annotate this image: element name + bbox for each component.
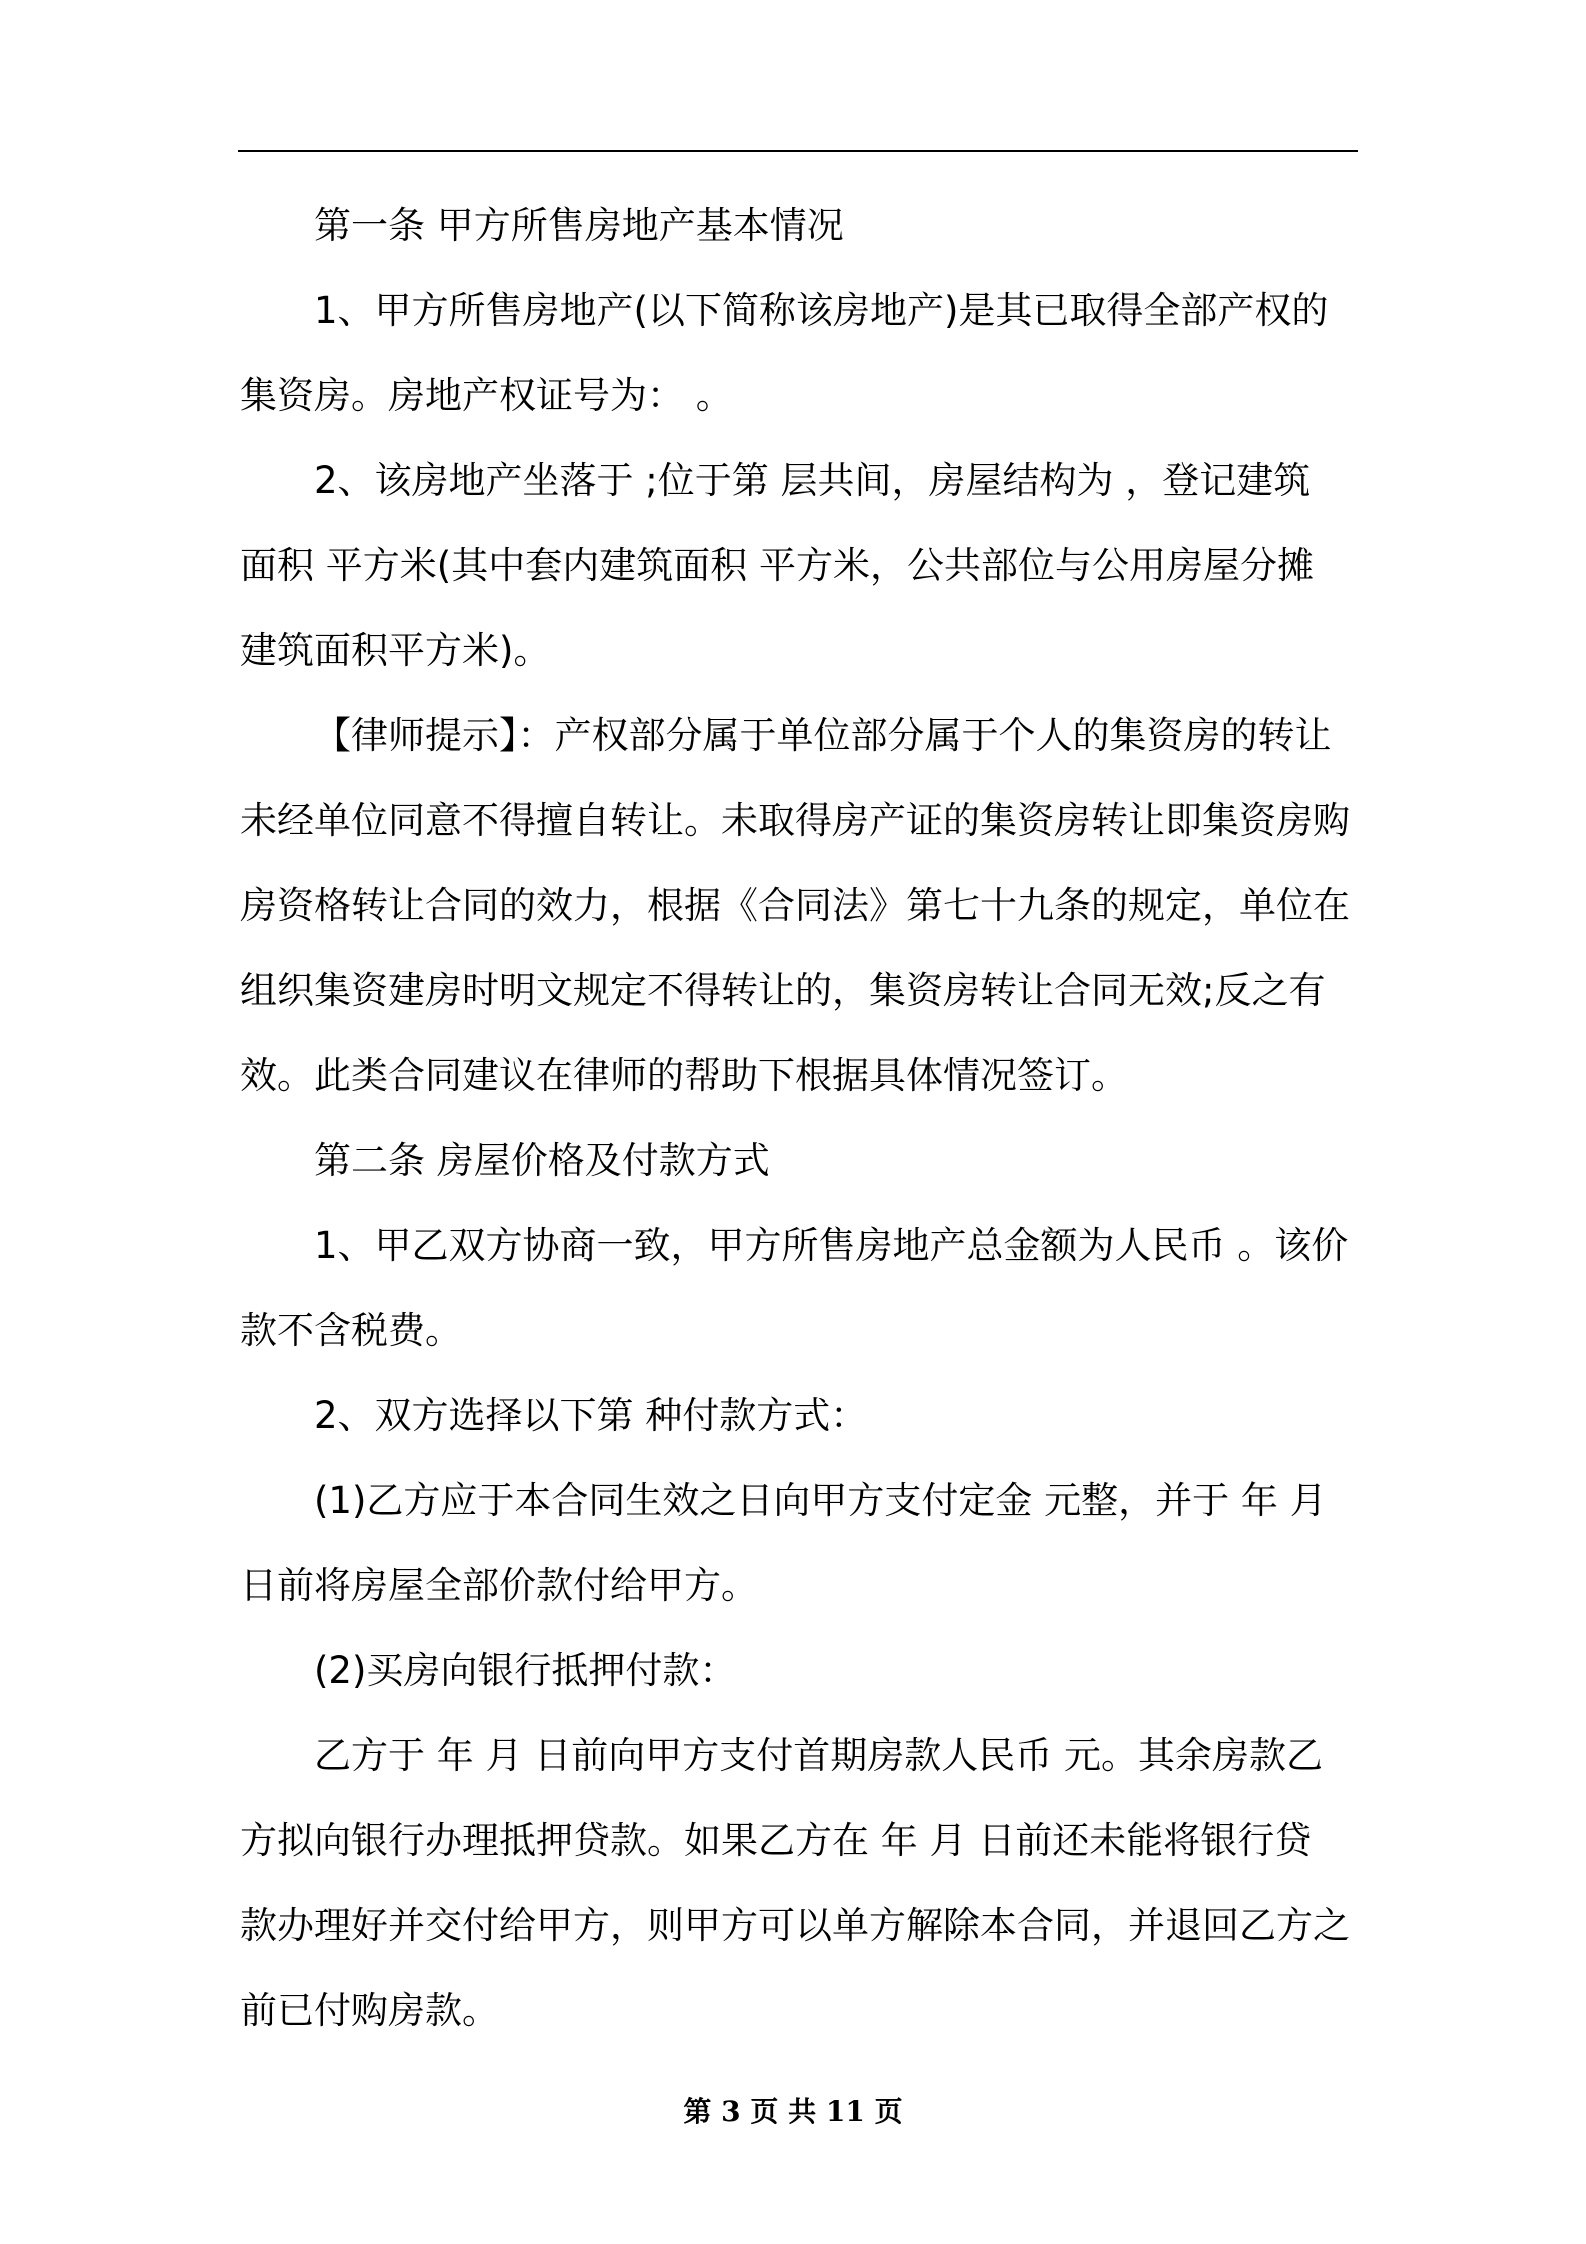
text-line: 第二条 房屋价格及付款方式 [314,1139,770,1182]
text-line: 2、该房地产坐落于 ;位于第 层共间，房屋结构为 ，登记建筑 [314,459,1311,502]
text-line: 面积 平方米(其中套内建筑面积 平方米，公共部位与公用房屋分摊 [240,544,1314,587]
page-number: 第 3 页 共 11 页 [683,2095,903,2128]
text-line: 组织集资建房时明文规定不得转让的，集资房转让合同无效;反之有 [240,969,1326,1012]
text-line: 建筑面积平方米)。 [240,629,551,672]
text-line: 第一条 甲方所售房地产基本情况 [314,204,844,247]
text-line: 款不含税费。 [240,1309,462,1352]
text-line: 1、甲乙双方协商一致，甲方所售房地产总金额为人民币 。该价 [314,1224,1349,1267]
text-line: 款办理好并交付给甲方，则甲方可以单方解除本合同，并退回乙方之 [240,1904,1350,1947]
document-body [240,183,1358,2053]
text-line: (1)乙方应于本合同生效之日向甲方支付定金 元整，并于 年 月 [314,1479,1327,1522]
text-line: 【律师提示】：产权部分属于单位部分属于个人的集资房的转让 [314,714,1332,757]
text-line: 集资房。房地产权证号为： 。 [240,374,733,417]
text-line: 效。此类合同建议在律师的帮助下根据具体情况签订。 [240,1054,1128,1097]
text-line: 房资格转让合同的效力，根据《合同法》第七十九条的规定，单位在 [240,884,1350,927]
text-line: 乙方于 年 月 日前向甲方支付首期房款人民币 元。其余房款乙 [314,1734,1324,1777]
text-line: 未经单位同意不得擅自转让。未取得房产证的集资房转让即集资房购 [240,799,1350,842]
text-line: 方拟向银行办理抵押贷款。如果乙方在 年 月 日前还未能将银行贷 [240,1819,1312,1862]
text-line: (2)买房向银行抵押付款： [314,1649,737,1692]
text-line: 前已付购房款。 [240,1989,499,2032]
text-line: 日前将房屋全部价款付给甲方。 [240,1564,758,1607]
text-line: 2、双方选择以下第 种付款方式： [314,1394,868,1437]
text-line: 1、甲方所售房地产(以下简称该房地产)是其已取得全部产权的 [314,289,1329,332]
header-rule [238,150,1358,152]
